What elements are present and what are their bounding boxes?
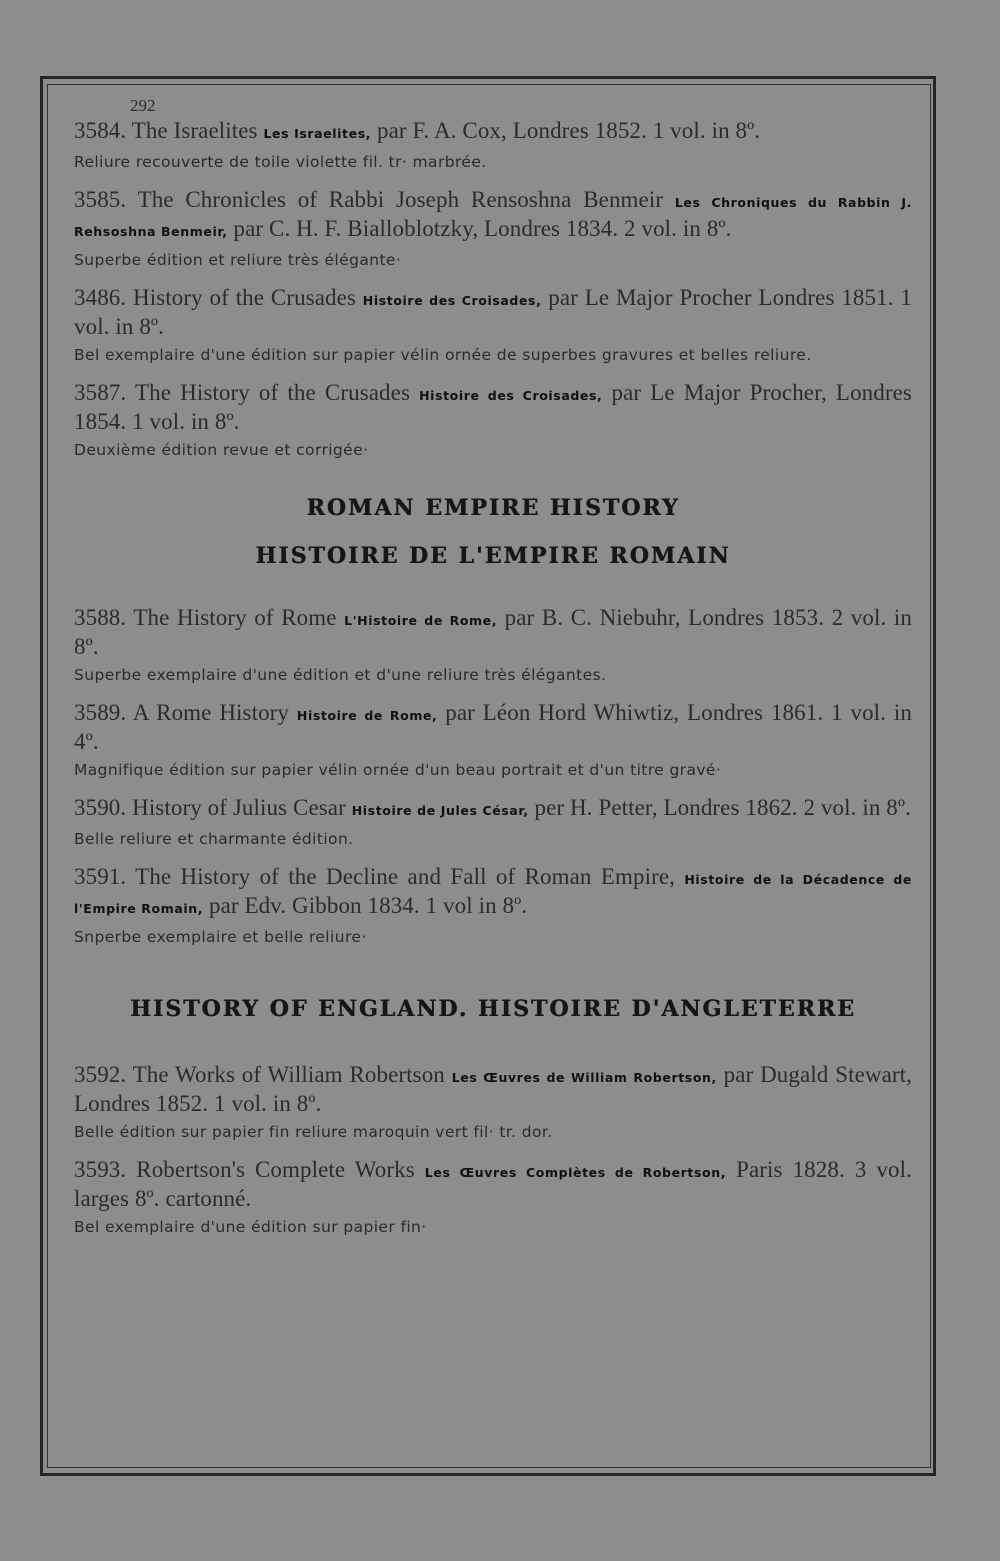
entry-number: 3486. [74, 285, 127, 310]
entry-details: per H. Petter, Londres 1862. 2 vol. in 8º. [534, 795, 911, 820]
catalog-entry [74, 380, 912, 461]
entry-note: Belle reliure et charmante édition. [74, 830, 354, 848]
entry-details: par Le Major Procher, Londres 1854. 1 vol. in 8º. [74, 380, 912, 434]
catalog-entry [74, 795, 912, 850]
entry-details: par F. A. Cox, Londres 1852. 1 vol. in 8º. [376, 118, 761, 143]
entry-french-title: Histoire de Rome, [296, 708, 438, 723]
entries-group-1 [74, 118, 912, 461]
catalog-entry [74, 605, 912, 686]
entry-title: The Chronicles of Rabbi Joseph Rensoshna Benmeir [137, 187, 664, 212]
entry-text [74, 380, 912, 435]
catalog-entry [74, 187, 912, 271]
entry-text [74, 605, 912, 660]
entry-french-title: Les Œuvres Complètes de Robertson, [424, 1165, 727, 1180]
entry-note: Deuxième édition revue et corrigée· [74, 441, 369, 459]
entry-note: Superbe édition et reliure très élégante· [74, 251, 402, 269]
entry-french-title: L'Histoire de Rome, [344, 613, 498, 628]
catalog-entry [74, 1157, 912, 1238]
section-heading-roman-fr: HISTOIRE DE L'EMPIRE ROMAIN [255, 543, 731, 569]
page-number: 292 [130, 96, 156, 115]
section-heading-england: HISTORY OF ENGLAND. HISTOIRE D'ANGLETERRE [130, 996, 856, 1022]
entry-french-title: Les Chroniques du Rabbin J. Rehsoshna Benmeir, [74, 195, 912, 239]
entry-number: 3591. [74, 864, 127, 889]
entry-number: 3588. [74, 605, 127, 630]
entry-title: A Rome History [132, 700, 290, 725]
entry-note: Bel exemplaire d'une édition sur papier fin· [74, 1218, 427, 1236]
entry-note: Reliure recouverte de toile violette fil. tr· marbrée. [74, 153, 487, 171]
entry-note: Superbe exemplaire d'une édition et d'une reliure très élégantes. [74, 666, 607, 684]
entry-title: The History of the Crusades [134, 380, 411, 405]
entry-number: 3584. [74, 118, 127, 143]
entry-details: par Edv. Gibbon 1834. 1 vol in 8º. [208, 893, 528, 918]
entries-group-3 [74, 1062, 912, 1238]
entry-text [74, 700, 912, 755]
entry-number: 3585. [74, 187, 127, 212]
entry-text [74, 864, 912, 922]
catalog-entry [74, 285, 912, 366]
entry-note: Snperbe exemplaire et belle reliure· [74, 928, 367, 946]
entries-group-2 [74, 605, 912, 948]
entry-details: par Le Major Procher Londres 1851. 1 vol. in 8º. [74, 285, 912, 339]
catalog-entry [74, 118, 912, 173]
entry-french-title: Les Israelites, [263, 126, 372, 141]
catalog-entry [74, 864, 912, 948]
catalog-entry [74, 700, 912, 781]
entry-details: par B. C. Niebuhr, Londres 1853. 2 vol. in 8º. [74, 605, 912, 659]
entry-note: Bel exemplaire d'une édition sur papier vélin ornée de superbes gravures et belles reliure. [74, 346, 812, 364]
entry-details: par C. H. F. Bialloblotzky, Londres 1834. 2 vol. in 8º. [233, 216, 732, 241]
entry-french-title: Histoire de la Décadence de l'Empire Romain, [74, 872, 913, 916]
entry-title: Robertson's Complete Works [136, 1157, 415, 1182]
entry-number: 3592. [74, 1062, 127, 1087]
entry-text [74, 1062, 912, 1117]
entry-title: The Israelites [131, 118, 258, 143]
entry-french-title: Histoire de Jules César, [351, 803, 529, 818]
entry-number: 3589. [74, 700, 127, 725]
entry-text [74, 118, 912, 147]
entry-number: 3590. [74, 795, 127, 820]
section-heading-roman-en: ROMAN EMPIRE HISTORY [306, 495, 680, 521]
entry-details: Paris 1828. 3 vol. larges 8º. cartonné. [74, 1157, 912, 1211]
entry-title: History of the Crusades [133, 285, 356, 310]
entry-title: The Works of William Robertson [132, 1062, 445, 1087]
entry-french-title: Histoire des Croisades, [419, 388, 603, 403]
entry-text [74, 795, 912, 824]
entry-details: par Dugald Stewart, Londres 1852. 1 vol. in 8º. [74, 1062, 912, 1116]
entry-details: par Léon Hord Whiwtiz, Londres 1861. 1 vol. in 4º. [74, 700, 912, 754]
entry-title: The History of Rome [133, 605, 337, 630]
catalog-page [74, 94, 912, 1252]
entry-note: Magnifique édition sur papier vélin ornée d'un beau portrait et d'un titre gravé· [74, 761, 722, 779]
entry-number: 3593. [74, 1157, 127, 1182]
entry-text [74, 1157, 912, 1212]
entry-text [74, 187, 912, 245]
entry-title: History of Julius Cesar [132, 795, 346, 820]
entry-french-title: Les Œuvres de William Robertson, [451, 1070, 717, 1085]
catalog-entry [74, 1062, 912, 1143]
entry-text [74, 285, 912, 340]
entry-french-title: Histoire des Croisades, [362, 293, 542, 308]
entry-note: Belle édition sur papier fin reliure maroquin vert fil· tr. dor. [74, 1123, 553, 1141]
entry-number: 3587. [74, 380, 127, 405]
entry-title: The History of the Decline and Fall of Roman Empire, [135, 864, 675, 889]
